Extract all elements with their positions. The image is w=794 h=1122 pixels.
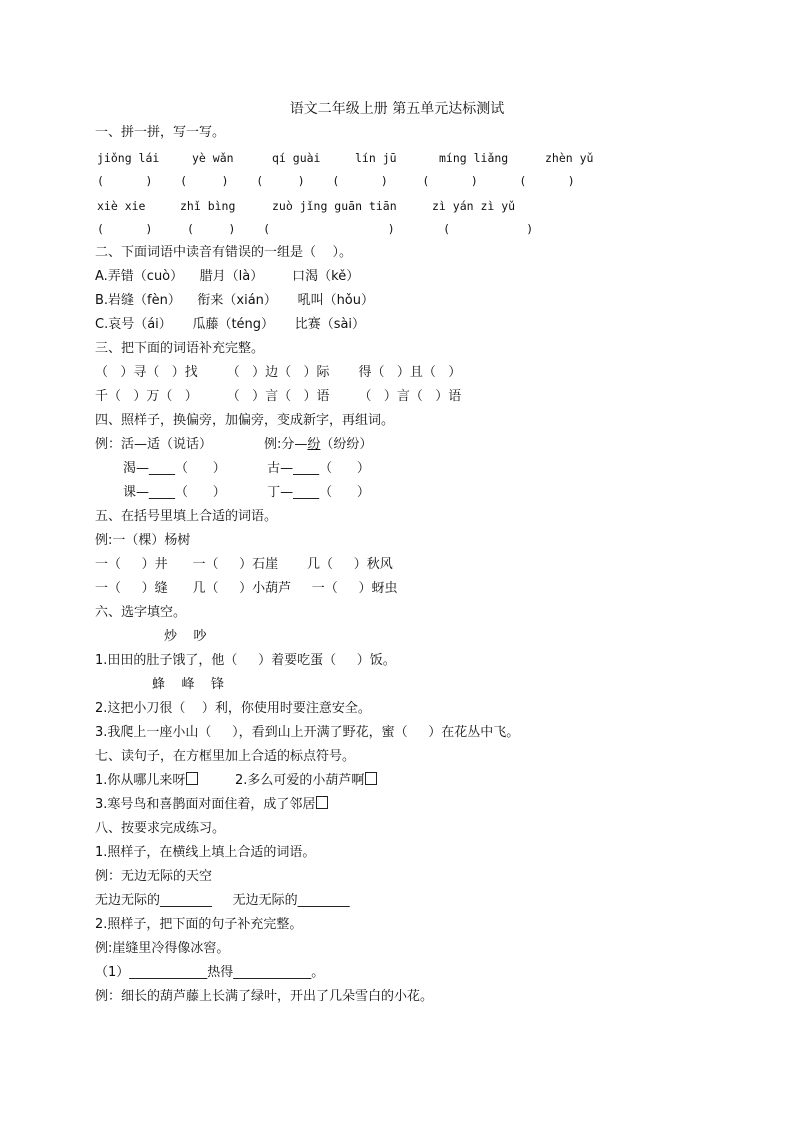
example-b: 例:分—纷（纷纷） <box>264 437 373 452</box>
question-1: 1.田田的肚子饿了，他（ ）着要吃蛋（ ）饭。 <box>95 653 396 668</box>
part-2-example: 例:崖缝里冷得像冰窖。 <box>95 941 230 956</box>
punct-question-1: 1.你从哪儿来呀 <box>95 772 198 790</box>
punctuation-box[interactable] <box>186 772 198 785</box>
section-1-heading: 一、拼一拼，写一写。 <box>95 125 226 140</box>
radical-row-1: 渴—____（ ） 古—____（ ） <box>123 461 370 476</box>
pinyin-item: lín jū <box>355 151 397 165</box>
pinyin-item: jiǒng lái <box>97 151 160 165</box>
option-b: B.岩缝（fèn） 衔来（xián） 吼叫（hǒu） <box>95 293 374 308</box>
punctuation-box[interactable] <box>365 772 377 785</box>
example-a: 例：活—适（说话） <box>95 437 213 452</box>
idiom-row-1: （ ）寻（ ）找 （ ）边（ ）际 得（ ）且（ ） <box>95 365 462 380</box>
option-a: A.弄错（cuò） 腊月（là） 口渴（kě） <box>95 269 360 284</box>
part-1-fill-row[interactable]: 无边无际的________ 无边无际的________ <box>95 893 350 908</box>
answer-brackets-row-1[interactable]: ( ) ( ) ( ) ( ) ( ) ( ) <box>97 174 575 188</box>
pinyin-item: míng liǎng <box>439 151 509 165</box>
section-7-heading: 七、读句子，在方框里加上合适的标点符号。 <box>95 749 356 764</box>
char-choices-1: 炒 吵 <box>164 629 207 644</box>
part-1-example: 例：无边无际的天空 <box>95 869 213 884</box>
idiom-row-2: 千（ ）万（ ） （ ）言（ ）语 （ ）言（ ）语 <box>95 389 462 404</box>
punct-question-2: 2.多么可爱的小葫芦啊 <box>235 772 377 790</box>
page-title: 语文二年级上册 第五单元达标测试 <box>289 101 505 117</box>
question-3: 3.我爬上一座小山（ ），看到山上开满了野花，蜜（ ）在花丛中飞。 <box>95 725 520 740</box>
answer-brackets-row-2[interactable]: ( ) ( ) ( ) ( ) <box>97 222 534 236</box>
section-3-heading: 三、把下面的词语补充完整。 <box>95 341 265 356</box>
question-2: 2.这把小刀很（ ）利，你使用时要注意安全。 <box>95 701 371 716</box>
part-2-question-1[interactable]: （1）____________热得____________。 <box>95 965 325 980</box>
char-choices-2: 蜂 峰 锋 <box>152 677 225 692</box>
pinyin-item: zhǐ bìng <box>180 199 236 213</box>
pinyin-item: zì yán zì yǔ <box>432 199 516 213</box>
section-4-heading: 四、照样子，换偏旁，加偏旁，变成新字，再组词。 <box>95 413 395 428</box>
radical-row-2: 课—____（ ） 丁—____（ ） <box>123 485 370 500</box>
measure-row-1: 一（ ）井 一（ ）石崖 几（ ）秋风 <box>95 557 393 572</box>
pinyin-item: yè wǎn <box>192 151 234 165</box>
pinyin-item: qí guài <box>272 151 321 165</box>
pinyin-item: xiè xie <box>97 199 146 213</box>
example: 例:一（棵）杨树 <box>95 533 191 548</box>
pinyin-item: zhèn yǔ <box>545 151 594 165</box>
section-6-heading: 六、选字填空。 <box>95 605 187 620</box>
punctuation-box[interactable] <box>316 796 328 809</box>
punct-question-3: 3.寒号鸟和喜鹊面对面住着，成了邻居 <box>95 796 328 814</box>
pinyin-item: zuò jǐng guān tiān <box>272 199 397 213</box>
part-2-instruction: 2.照样子，把下面的句子补充完整。 <box>95 917 303 932</box>
section-2-heading: 二、下面词语中读音有错误的一组是（ ）。 <box>95 245 353 260</box>
section-5-heading: 五、在括号里填上合适的词语。 <box>95 509 278 524</box>
section-8-heading: 八、按要求完成练习。 <box>95 821 226 836</box>
part-1-instruction: 1.照样子，在横线上填上合适的词语。 <box>95 845 316 860</box>
option-c: C.哀号（ái） 瓜藤（téng） 比赛（sài） <box>95 317 366 332</box>
part-2-example-2: 例：细长的葫芦藤上长满了绿叶，开出了几朵雪白的小花。 <box>95 989 434 1004</box>
measure-row-2: 一（ ）缝 几（ ）小葫芦 一（ ）蚜虫 <box>95 581 398 596</box>
